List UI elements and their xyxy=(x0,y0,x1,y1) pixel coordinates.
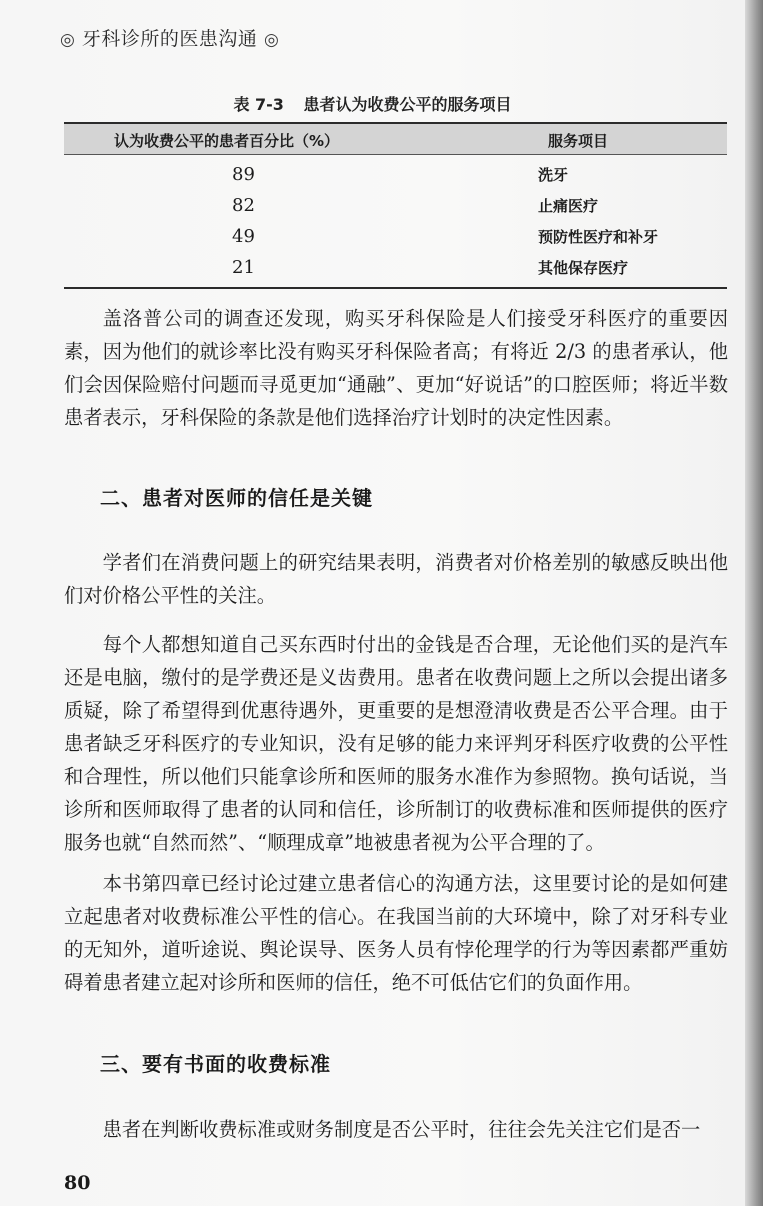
table-bottom-rule xyxy=(64,287,727,289)
table-row xyxy=(64,217,727,248)
table-row xyxy=(64,155,727,186)
fairness-table xyxy=(64,122,727,289)
body-paragraph: 学者们在消费问题上的研究结果表明，消费者对价格差别的敏感反映出他们对价格公平性的关注。 xyxy=(64,551,728,607)
table-cell-service: 洗牙 xyxy=(538,166,569,184)
table-caption-number: 表 7-3 xyxy=(233,95,284,114)
table-cell-service: 止痛医疗 xyxy=(538,197,599,215)
table-cell-percent: 49 xyxy=(232,226,255,247)
page-number: 80 xyxy=(64,1172,91,1194)
running-header xyxy=(60,24,279,51)
ornament-right-icon: ◎ xyxy=(263,30,280,50)
table-cell-percent: 21 xyxy=(232,257,255,278)
table-row xyxy=(64,186,727,217)
body-paragraph: 患者在判断收费标准或财务制度是否公平时，往往会先关注它们是否一 xyxy=(102,1118,701,1141)
column-header-service: 服务项目 xyxy=(548,132,609,150)
section-heading-trust: 二、患者对医师的信任是关键 xyxy=(100,486,373,510)
body-paragraph: 盖洛普公司的调查还发现，购买牙科保险是人们接受牙科医疗的重要因素，因为他们的就诊率比没有购买牙科保险者高；有将近 2/3 的患者承认，他们会因保险赔付问题而寻觅更加“通融”、更加“好说话”的口腔医师；将近半数患者表示，牙科保险的条款是他们选择治疗计划时的决定性因素。 xyxy=(64,307,728,429)
table-header-row xyxy=(64,124,727,155)
table-cell-percent: 82 xyxy=(232,195,255,216)
table-caption-title: 患者认为收费公平的服务项目 xyxy=(303,95,512,114)
body-paragraph: 本书第四章已经讨论过建立患者信心的沟通方法，这里要讨论的是如何建立起患者对收费标准公平性的信心。在我国当前的大环境中，除了对牙科专业的无知外，道听途说、舆论误导、医务人员有悖伦理学的行为等因素都严重妨碍着患者建立起对诊所和医师的信任，绝不可低估它们的负面作用。 xyxy=(64,872,728,994)
book-page-edge xyxy=(745,0,763,1206)
running-header-title: 牙科诊所的医患沟通 xyxy=(81,28,258,50)
body-paragraph: 每个人都想知道自己买东西时付出的金钱是否合理，无论他们买的是汽车还是电脑，缴付的是学费还是义齿费用。患者在收费问题上之所以会提出诸多质疑，除了希望得到优惠待遇外，更重要的是想澄清收费是否公平合理。由于患者缺乏牙科医疗的专业知识，没有足够的能力来评判牙科医疗收费的公平性和合理性，所以他们只能拿诊所和医师的服务水准作为参照物。换句话说，当诊所和医师取得了患者的认同和信任，诊所制订的收费标准和医师提供的医疗服务也就“自然而然”、“顺理成章”地被患者视为公平合理的了。 xyxy=(64,633,728,854)
ornament-left-icon: ◎ xyxy=(60,30,76,50)
table-row xyxy=(64,248,727,279)
table-cell-service: 其他保存医疗 xyxy=(538,259,629,277)
table-caption xyxy=(0,92,745,115)
table-cell-percent: 89 xyxy=(232,164,255,185)
column-header-percent: 认为收费公平的患者百分比（%） xyxy=(114,132,340,150)
table-cell-service: 预防性医疗和补牙 xyxy=(538,228,659,246)
section-heading-written-fees: 三、要有书面的收费标准 xyxy=(100,1052,331,1076)
